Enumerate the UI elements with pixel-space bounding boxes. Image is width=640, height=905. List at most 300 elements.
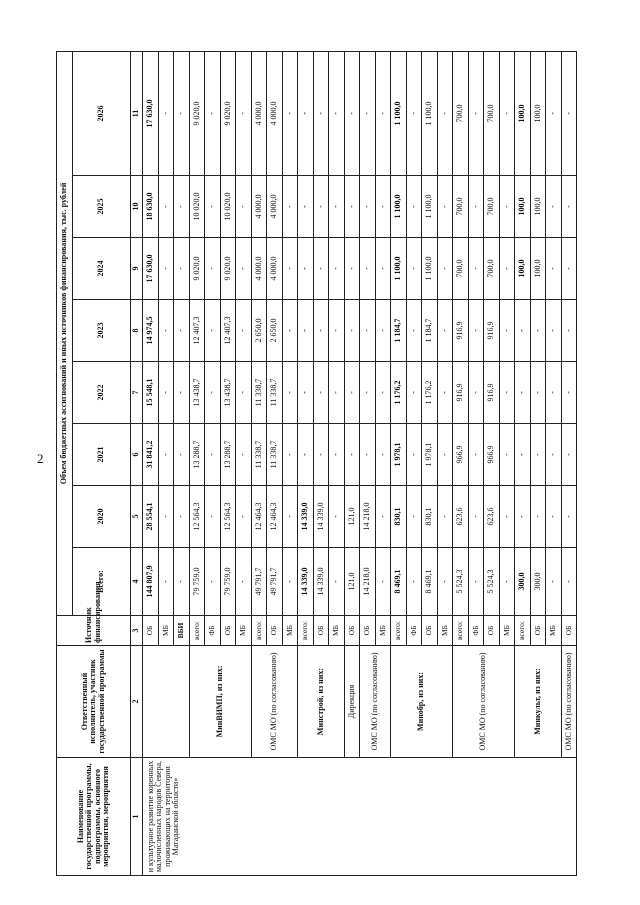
source-cell: МБ xyxy=(546,616,562,646)
value-cell: - xyxy=(282,486,298,548)
value-cell: - xyxy=(561,176,577,238)
value-cell: - xyxy=(174,238,190,300)
value-cell: - xyxy=(406,300,422,362)
value-cell: 12 564,3 xyxy=(189,486,205,548)
executor-cell: Минстрой, из них: xyxy=(298,646,345,758)
value-cell: - xyxy=(282,176,298,238)
source-cell: ОБ xyxy=(313,616,329,646)
value-cell: 9 020,0 xyxy=(189,238,205,300)
source-cell: ОБ xyxy=(561,616,577,646)
header-year: 2026 xyxy=(73,51,131,175)
value-cell: 14 339,0 xyxy=(313,486,329,548)
value-cell: - xyxy=(468,51,484,175)
value-cell: 700,0 xyxy=(453,51,469,175)
value-cell: - xyxy=(437,424,453,486)
value-cell: - xyxy=(313,176,329,238)
value-cell: 79 759,0 xyxy=(189,548,205,616)
value-cell: 4 000,0 xyxy=(251,238,267,300)
executor-cell: ОМС МО (по согласованию) xyxy=(453,646,515,758)
value-cell: 49 791,7 xyxy=(267,548,283,616)
value-cell: 12 407,3 xyxy=(189,300,205,362)
source-cell: МБ xyxy=(437,616,453,646)
value-cell: - xyxy=(468,424,484,486)
value-cell: - xyxy=(530,300,546,362)
value-cell: - xyxy=(174,486,190,548)
value-cell: - xyxy=(515,486,531,548)
table-row xyxy=(189,51,205,875)
value-cell: - xyxy=(360,238,376,300)
value-cell: - xyxy=(437,238,453,300)
value-cell: - xyxy=(329,424,345,486)
table-row xyxy=(391,51,407,875)
header-funding-caption: Объем бюджетных ассигнований и иных источников финансирования, тыс. рублей xyxy=(57,51,73,615)
source-cell: всего: xyxy=(298,616,314,646)
value-cell: 121,0 xyxy=(344,486,360,548)
value-cell: - xyxy=(546,238,562,300)
source-cell: всего: xyxy=(391,616,407,646)
executor-cell: ОМС МО (по согласованию) xyxy=(360,646,391,758)
header-executor: Ответственный исполнитель, участник государственной программы xyxy=(57,646,131,758)
value-cell: - xyxy=(282,548,298,616)
value-cell: 1 100,0 xyxy=(422,238,438,300)
value-cell: - xyxy=(298,300,314,362)
value-cell: - xyxy=(298,362,314,424)
source-cell: всего: xyxy=(515,616,531,646)
value-cell: - xyxy=(499,548,515,616)
value-cell: 300,0 xyxy=(515,548,531,616)
value-cell: - xyxy=(499,176,515,238)
source-cell: МБ xyxy=(158,616,174,646)
value-cell: 1 184,7 xyxy=(422,300,438,362)
value-cell: - xyxy=(174,548,190,616)
source-cell: ОБ xyxy=(267,616,283,646)
value-cell: - xyxy=(406,424,422,486)
value-cell: 9 020,0 xyxy=(189,51,205,175)
value-cell: - xyxy=(329,238,345,300)
value-cell: - xyxy=(375,548,391,616)
value-cell: 14 218,0 xyxy=(360,548,376,616)
value-cell: - xyxy=(515,300,531,362)
source-cell: МБ xyxy=(499,616,515,646)
value-cell: 700,0 xyxy=(453,176,469,238)
value-cell: - xyxy=(561,486,577,548)
value-cell: - xyxy=(236,51,252,175)
source-cell: ОБ xyxy=(220,616,236,646)
value-cell: - xyxy=(158,51,174,175)
value-cell: - xyxy=(313,362,329,424)
value-cell: - xyxy=(360,51,376,175)
value-cell: - xyxy=(329,486,345,548)
value-cell: - xyxy=(468,176,484,238)
value-cell: - xyxy=(499,424,515,486)
value-cell: - xyxy=(205,238,221,300)
value-cell: - xyxy=(437,300,453,362)
value-cell: 17 630,0 xyxy=(143,51,159,175)
value-cell: 12 464,3 xyxy=(267,486,283,548)
value-cell: - xyxy=(375,424,391,486)
value-cell: 31 841,2 xyxy=(143,424,159,486)
value-cell: - xyxy=(158,548,174,616)
executor-cell: Минобр, из них: xyxy=(391,646,453,758)
value-cell: - xyxy=(468,300,484,362)
value-cell: - xyxy=(546,548,562,616)
value-cell: 1 100,0 xyxy=(422,176,438,238)
value-cell: - xyxy=(205,424,221,486)
value-cell: - xyxy=(530,362,546,424)
value-cell: 11 338,7 xyxy=(251,424,267,486)
value-cell: 5 524,3 xyxy=(484,548,500,616)
table-row xyxy=(561,51,577,875)
column-number: 2 xyxy=(131,646,143,758)
value-cell: 4 000,0 xyxy=(267,238,283,300)
value-cell: 12 464,3 xyxy=(251,486,267,548)
value-cell: - xyxy=(236,548,252,616)
value-cell: - xyxy=(499,238,515,300)
value-cell: - xyxy=(282,424,298,486)
value-cell: - xyxy=(282,238,298,300)
value-cell: - xyxy=(236,362,252,424)
source-cell: ОБ xyxy=(484,616,500,646)
value-cell: - xyxy=(406,176,422,238)
value-cell: 49 791,7 xyxy=(251,548,267,616)
value-cell: - xyxy=(561,548,577,616)
value-cell: - xyxy=(437,548,453,616)
source-cell: МБ xyxy=(282,616,298,646)
value-cell: - xyxy=(344,238,360,300)
value-cell: 623,6 xyxy=(453,486,469,548)
value-cell: 10 020,0 xyxy=(189,176,205,238)
value-cell: 4 000,0 xyxy=(251,176,267,238)
value-cell: 623,6 xyxy=(484,486,500,548)
column-number: 10 xyxy=(131,176,143,238)
source-cell: МБ xyxy=(329,616,345,646)
value-cell: - xyxy=(468,362,484,424)
value-cell: - xyxy=(158,176,174,238)
value-cell: - xyxy=(515,362,531,424)
value-cell: 100,0 xyxy=(530,51,546,175)
value-cell: - xyxy=(329,362,345,424)
value-cell: 830,1 xyxy=(391,486,407,548)
value-cell: - xyxy=(174,300,190,362)
value-cell: - xyxy=(468,486,484,548)
source-cell: ОБ xyxy=(344,616,360,646)
value-cell: 1 100,0 xyxy=(391,238,407,300)
value-cell: - xyxy=(375,51,391,175)
executor-cell xyxy=(143,646,190,758)
value-cell: - xyxy=(437,51,453,175)
value-cell: - xyxy=(375,362,391,424)
value-cell: - xyxy=(298,51,314,175)
source-cell: ОБ xyxy=(530,616,546,646)
value-cell: - xyxy=(468,548,484,616)
value-cell: - xyxy=(158,486,174,548)
value-cell: 1 176,2 xyxy=(391,362,407,424)
value-cell: - xyxy=(236,486,252,548)
source-cell: ОБ xyxy=(360,616,376,646)
value-cell: 4 000,0 xyxy=(251,51,267,175)
value-cell: - xyxy=(282,362,298,424)
table-row xyxy=(251,51,267,875)
value-cell: - xyxy=(406,362,422,424)
table-row xyxy=(453,51,469,875)
column-number: 9 xyxy=(131,238,143,300)
source-cell: всего: xyxy=(189,616,205,646)
value-cell: - xyxy=(406,238,422,300)
value-cell: - xyxy=(561,424,577,486)
table-row xyxy=(143,51,159,875)
value-cell: - xyxy=(561,238,577,300)
value-cell: - xyxy=(499,51,515,175)
source-cell: ФБ xyxy=(406,616,422,646)
value-cell: - xyxy=(360,176,376,238)
value-cell: - xyxy=(236,300,252,362)
column-number: 6 xyxy=(131,424,143,486)
value-cell: - xyxy=(174,362,190,424)
value-cell: - xyxy=(282,300,298,362)
value-cell: - xyxy=(360,300,376,362)
value-cell: 144 807,9 xyxy=(143,548,159,616)
value-cell: 100,0 xyxy=(530,176,546,238)
value-cell: 11 338,7 xyxy=(267,424,283,486)
value-cell: - xyxy=(344,362,360,424)
value-cell: - xyxy=(546,176,562,238)
value-cell: - xyxy=(174,176,190,238)
value-cell: - xyxy=(205,51,221,175)
value-cell: - xyxy=(546,424,562,486)
value-cell: - xyxy=(205,548,221,616)
value-cell: - xyxy=(158,424,174,486)
rotated-table-frame xyxy=(56,52,573,876)
value-cell: 1 176,2 xyxy=(422,362,438,424)
value-cell: 18 630,0 xyxy=(143,176,159,238)
column-number: 8 xyxy=(131,300,143,362)
executor-cell: Дирекция xyxy=(344,646,360,758)
value-cell: 100,0 xyxy=(515,176,531,238)
source-cell: ФБ xyxy=(205,616,221,646)
header-year: Всего: xyxy=(73,548,131,616)
value-cell: 1 184,7 xyxy=(391,300,407,362)
column-number: 7 xyxy=(131,362,143,424)
value-cell: 11 338,7 xyxy=(267,362,283,424)
value-cell: 5 524,3 xyxy=(453,548,469,616)
value-cell: - xyxy=(298,424,314,486)
value-cell: - xyxy=(158,238,174,300)
value-cell: - xyxy=(546,300,562,362)
value-cell: 13 288,7 xyxy=(220,424,236,486)
value-cell: - xyxy=(205,176,221,238)
value-cell: - xyxy=(406,486,422,548)
source-cell: всего: xyxy=(453,616,469,646)
value-cell: 9 020,0 xyxy=(220,238,236,300)
value-cell: - xyxy=(375,238,391,300)
value-cell: - xyxy=(360,362,376,424)
table-row xyxy=(298,51,314,875)
value-cell: 28 554,1 xyxy=(143,486,159,548)
value-cell: - xyxy=(329,176,345,238)
page-number: 2 xyxy=(37,451,44,466)
value-cell: 12 407,3 xyxy=(220,300,236,362)
value-cell: - xyxy=(515,424,531,486)
column-number: 11 xyxy=(131,51,143,175)
value-cell: 300,0 xyxy=(530,548,546,616)
value-cell: - xyxy=(205,362,221,424)
value-cell: - xyxy=(437,362,453,424)
value-cell: - xyxy=(205,486,221,548)
value-cell: - xyxy=(298,238,314,300)
value-cell: - xyxy=(329,300,345,362)
value-cell: - xyxy=(437,486,453,548)
value-cell: - xyxy=(236,176,252,238)
value-cell: - xyxy=(530,424,546,486)
funding-table xyxy=(56,51,577,876)
value-cell: 916,9 xyxy=(453,362,469,424)
value-cell: - xyxy=(313,424,329,486)
value-cell: 79 759,0 xyxy=(220,548,236,616)
value-cell: - xyxy=(546,51,562,175)
executor-cell: Минкульт, из них: xyxy=(515,646,562,758)
source-cell: ФБ xyxy=(468,616,484,646)
header-year: 2024 xyxy=(73,238,131,300)
value-cell: 916,9 xyxy=(484,362,500,424)
value-cell: 4 000,0 xyxy=(267,176,283,238)
value-cell: 2 650,0 xyxy=(251,300,267,362)
header-name: Наименование государственной программы, подпрограммы, основного мероприятия, мероприятия xyxy=(57,758,131,876)
value-cell: - xyxy=(561,300,577,362)
column-number: 1 xyxy=(131,758,143,876)
value-cell: 700,0 xyxy=(484,238,500,300)
program-name-cell: и культурное развитие коренных малочисленных народов Севера, проживающих на территории Магаданской области» xyxy=(143,758,577,876)
value-cell: 916,9 xyxy=(484,300,500,362)
value-cell: - xyxy=(344,176,360,238)
value-cell: - xyxy=(546,486,562,548)
value-cell: - xyxy=(360,424,376,486)
value-cell: 100,0 xyxy=(530,238,546,300)
value-cell: 9 020,0 xyxy=(220,51,236,175)
value-cell: - xyxy=(236,424,252,486)
value-cell: - xyxy=(158,300,174,362)
value-cell: 1 978,1 xyxy=(391,424,407,486)
column-number: 4 xyxy=(131,548,143,616)
value-cell: - xyxy=(174,424,190,486)
value-cell: - xyxy=(344,300,360,362)
header-year: 2022 xyxy=(73,362,131,424)
value-cell: - xyxy=(313,51,329,175)
value-cell: - xyxy=(205,300,221,362)
value-cell: 13 438,7 xyxy=(189,362,205,424)
value-cell: 100,0 xyxy=(515,51,531,175)
executor-cell: ОМС МО (по согласованию) xyxy=(561,646,577,758)
value-cell: 100,0 xyxy=(515,238,531,300)
value-cell: - xyxy=(236,238,252,300)
value-cell: - xyxy=(313,238,329,300)
value-cell: - xyxy=(344,51,360,175)
header-source: Источник финансирования xyxy=(57,616,131,646)
value-cell: 14 974,5 xyxy=(143,300,159,362)
table-row xyxy=(360,51,376,875)
value-cell: 1 100,0 xyxy=(422,51,438,175)
value-cell: 700,0 xyxy=(484,176,500,238)
value-cell: - xyxy=(313,300,329,362)
value-cell: 966,9 xyxy=(453,424,469,486)
value-cell: - xyxy=(329,51,345,175)
value-cell: 12 564,3 xyxy=(220,486,236,548)
source-cell: ОБ xyxy=(143,616,159,646)
value-cell: 916,9 xyxy=(453,300,469,362)
source-cell: ВБИ xyxy=(174,616,190,646)
value-cell: 15 548,1 xyxy=(143,362,159,424)
funding-table-body xyxy=(143,51,577,875)
value-cell: - xyxy=(375,176,391,238)
value-cell: - xyxy=(546,362,562,424)
column-number: 5 xyxy=(131,486,143,548)
source-cell: всего: xyxy=(251,616,267,646)
value-cell: 14 339,0 xyxy=(298,548,314,616)
value-cell: 8 469,1 xyxy=(391,548,407,616)
value-cell: 13 288,7 xyxy=(189,424,205,486)
value-cell: - xyxy=(561,362,577,424)
value-cell: 14 339,0 xyxy=(298,486,314,548)
table-row xyxy=(344,51,360,875)
value-cell: 13 438,7 xyxy=(220,362,236,424)
source-cell: ОБ xyxy=(422,616,438,646)
value-cell: 700,0 xyxy=(453,238,469,300)
value-cell: 1 978,1 xyxy=(422,424,438,486)
value-cell: - xyxy=(329,548,345,616)
value-cell: - xyxy=(406,51,422,175)
value-cell: - xyxy=(499,362,515,424)
executor-cell: ОМС МО (по согласованию) xyxy=(251,646,298,758)
header-year: 2021 xyxy=(73,424,131,486)
value-cell: - xyxy=(561,51,577,175)
value-cell: - xyxy=(499,300,515,362)
header-year: 2020 xyxy=(73,486,131,548)
value-cell: 11 338,7 xyxy=(251,362,267,424)
value-cell: - xyxy=(158,362,174,424)
value-cell: 8 469,1 xyxy=(422,548,438,616)
value-cell: 2 650,0 xyxy=(267,300,283,362)
value-cell: - xyxy=(375,300,391,362)
header-year: 2023 xyxy=(73,300,131,362)
value-cell: 10 020,0 xyxy=(220,176,236,238)
value-cell: - xyxy=(437,176,453,238)
header-year: 2025 xyxy=(73,176,131,238)
source-cell: МБ xyxy=(375,616,391,646)
value-cell: - xyxy=(375,486,391,548)
executor-cell: МинВИМП, из них: xyxy=(189,646,251,758)
value-cell: - xyxy=(298,176,314,238)
value-cell: 121,0 xyxy=(344,548,360,616)
column-number: 3 xyxy=(131,616,143,646)
value-cell: 1 100,0 xyxy=(391,51,407,175)
table-row xyxy=(515,51,531,875)
value-cell: - xyxy=(468,238,484,300)
value-cell: - xyxy=(499,486,515,548)
value-cell: - xyxy=(530,486,546,548)
value-cell: 17 630,0 xyxy=(143,238,159,300)
value-cell: 14 339,0 xyxy=(313,548,329,616)
value-cell: 830,1 xyxy=(422,486,438,548)
value-cell: - xyxy=(282,51,298,175)
source-cell: МБ xyxy=(236,616,252,646)
value-cell: 1 100,0 xyxy=(391,176,407,238)
value-cell: - xyxy=(344,424,360,486)
value-cell: 14 218,0 xyxy=(360,486,376,548)
value-cell: - xyxy=(174,51,190,175)
value-cell: - xyxy=(406,548,422,616)
value-cell: 966,9 xyxy=(484,424,500,486)
value-cell: 4 000,0 xyxy=(267,51,283,175)
value-cell: 700,0 xyxy=(484,51,500,175)
